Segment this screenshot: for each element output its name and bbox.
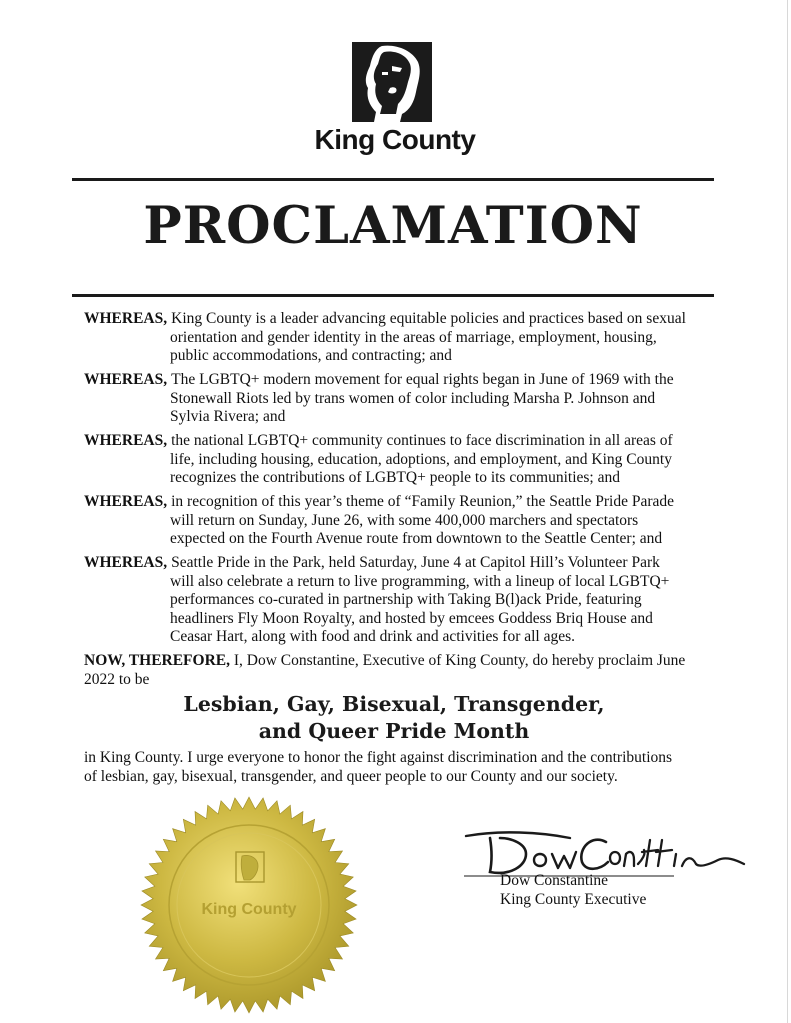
whereas-label: WHEREAS, — [84, 371, 168, 388]
whereas-line: the national LGBTQ+ community continues to face discrimination in all areas of — [171, 432, 673, 449]
whereas-line: King County is a leader advancing equitable policies and practices based on sexual — [171, 310, 686, 327]
proclamation-line: I, Dow Constantine, Executive of King County, do hereby proclaim June — [230, 652, 686, 669]
whereas-line: expected on the Fourth Avenue route from downtown to the Seattle Center; and — [170, 530, 663, 548]
closing-line: in King County. I urge everyone to honor the fight against discrimination and the contributions — [84, 749, 673, 766]
whereas-line: Sylvia Rivera; and — [170, 408, 286, 426]
closing-statement — [84, 749, 704, 786]
whereas-line: will return on Sunday, June 26, with some 400,000 marchers and spectators — [170, 511, 639, 529]
page-edge — [787, 0, 788, 1023]
proclamation-statement — [84, 652, 704, 689]
whereas-line: Stonewall Riots led by trans women of color including Marsha P. Johnson and — [170, 389, 656, 407]
whereas-line: headliners Fly Moon Royalty, and hosted by emcees Goddess Briq House and — [170, 609, 653, 627]
whereas-line: in recognition of this year’s theme of “Family Reunion,” the Seattle Pride Parade — [171, 493, 675, 510]
whereas-line: The LGBTQ+ modern movement for equal rights began in June of 1969 with the — [171, 371, 674, 388]
whereas-label: WHEREAS, — [84, 493, 168, 510]
closing-line: of lesbian, gay, bisexual, transgender, and queer people to our County and our society. — [84, 767, 618, 785]
signatory-title: King County Executive — [500, 891, 647, 908]
pride-title-line: and Queer Pride Month — [258, 719, 530, 743]
whereas-label: WHEREAS, — [84, 432, 168, 449]
whereas-line: orientation and gender identity in the areas of marriage, employment, housing, — [170, 328, 657, 346]
whereas-clause — [84, 310, 704, 366]
whereas-line: recognizes the contributions of LGBTQ+ people to its communities; and — [170, 469, 620, 487]
signatory-name: Dow Constantine — [500, 872, 609, 889]
seal-lettering: King County — [201, 901, 297, 918]
bottom-rule — [72, 294, 714, 297]
whereas-clause — [84, 554, 704, 647]
gold-seal-icon — [140, 796, 358, 1014]
proclamation-line: 2022 to be — [84, 670, 150, 688]
whereas-line: Ceasar Hart, along with food and drink and activities for all ages. — [170, 628, 576, 646]
whereas-label: WHEREAS, — [84, 310, 168, 327]
whereas-label: WHEREAS, — [84, 554, 168, 571]
org-name: King County — [314, 124, 476, 155]
now-therefore-label: NOW, THEREFORE, — [84, 652, 230, 669]
whereas-line: life, including housing, education, adoptions, and employment, and King County — [170, 450, 672, 468]
king-county-logo-icon — [352, 42, 432, 122]
whereas-line: will also celebrate a return to live programming, with a lineup of local LGBTQ+ — [170, 572, 670, 590]
pride-month-title — [84, 691, 704, 745]
pride-title-line: Lesbian, Gay, Bisexual, Transgender, — [183, 692, 605, 716]
page-title: PROCLAMATION — [143, 196, 643, 256]
top-rule — [72, 178, 714, 181]
whereas-line: performances co-curated in partnership with Taking B(l)ack Pride, featuring — [170, 591, 642, 609]
whereas-clause — [84, 432, 704, 488]
whereas-line: public accommodations, and contracting; and — [170, 347, 452, 365]
whereas-clause — [84, 371, 704, 427]
whereas-clause — [84, 493, 704, 549]
whereas-line: Seattle Pride in the Park, held Saturday, June 4 at Capitol Hill’s Volunteer Park — [171, 554, 660, 571]
